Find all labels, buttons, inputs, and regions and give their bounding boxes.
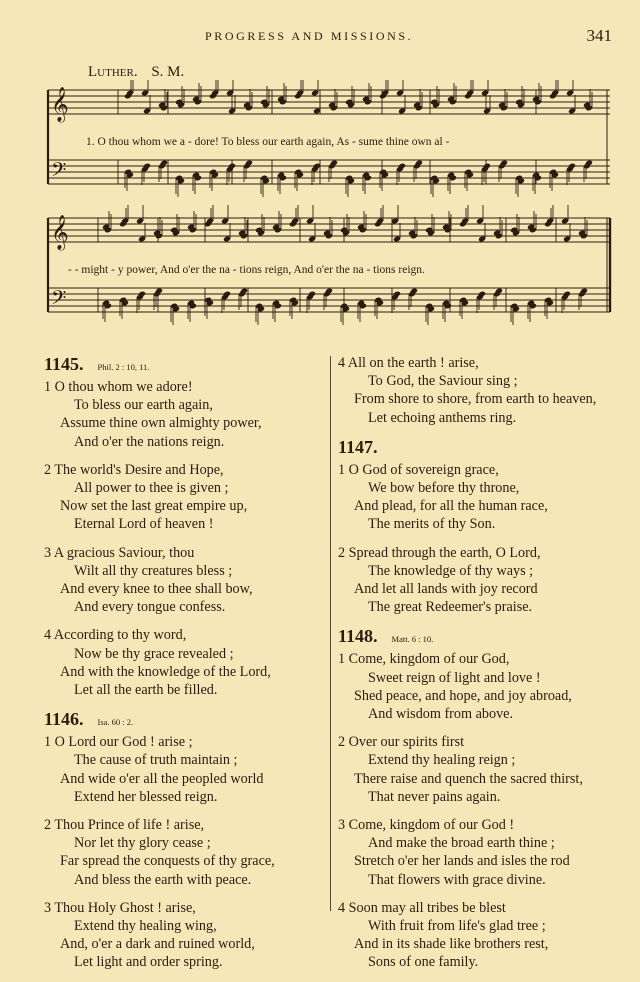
verse-line: With fruit from life's glad tree ; xyxy=(368,918,546,935)
verse-line: Now set the last great empire up, xyxy=(60,498,248,515)
verse-line: The knowledge of thy ways ; xyxy=(368,562,534,579)
verse-line: Now be thy grace revealed ; xyxy=(74,645,234,662)
right-column xyxy=(338,354,618,982)
verse-line: Let echoing anthems ring. xyxy=(368,409,517,426)
scripture-reference: Isa. 60 : 2. xyxy=(97,717,134,728)
stanza xyxy=(44,733,324,806)
hymn-number: 1145. xyxy=(44,354,84,374)
page-number: 341 xyxy=(586,26,612,45)
svg-text:𝄞: 𝄞 xyxy=(51,215,69,250)
verse-line: 4 According to thy word, xyxy=(44,627,187,644)
verse-line: Extend thy healing reign ; xyxy=(368,752,516,769)
hymn-number: 1148. xyxy=(338,626,378,647)
verse-line: And wisdom from above. xyxy=(368,706,514,723)
verse-line: From shore to shore, from earth to heaven, xyxy=(354,391,597,408)
stanza xyxy=(44,378,324,451)
svg-text:𝄢: 𝄢 xyxy=(51,158,67,186)
verse-line: Extend her blessed reign. xyxy=(74,788,218,805)
verse-line: 2 The world's Desire and Hope, xyxy=(44,461,224,478)
verse-line: There raise and quench the sacred thirst, xyxy=(354,770,583,787)
verse-line: Sons of one family. xyxy=(368,954,479,971)
hymn-1146 xyxy=(44,709,324,971)
left-column xyxy=(44,354,324,982)
verse-line: We bow before thy throne, xyxy=(368,480,520,497)
verse-line: To bless our earth again, xyxy=(74,397,213,414)
verse-line: And in its shade like brothers rest, xyxy=(354,936,549,953)
verse-line: And every knee to thee shall bow, xyxy=(60,581,253,598)
svg-text:𝄞: 𝄞 xyxy=(51,87,69,122)
tune-meter: S. M. xyxy=(151,64,185,80)
music-score xyxy=(0,80,640,350)
verse-line: 4 Soon may all tribes be blest xyxy=(338,899,506,916)
tune-heading xyxy=(88,64,184,81)
stanza xyxy=(44,816,324,889)
verse-line: Assume thine own almighty power, xyxy=(60,415,262,432)
hymn-heading xyxy=(44,354,324,376)
verse-line: To God, the Saviour sing ; xyxy=(368,373,518,390)
verse-line: And plead, for all the human race, xyxy=(354,498,548,515)
stanza xyxy=(338,544,618,617)
verse-line: And let all lands with joy record xyxy=(354,581,538,598)
verse-line: That flowers with grace divine. xyxy=(368,871,546,888)
running-head: PROGRESS AND MISSIONS. xyxy=(205,29,414,43)
verse-line: All power to thee is given ; xyxy=(74,480,229,497)
stanza xyxy=(44,899,324,972)
verse-line: 1 O Lord our God ! arise ; xyxy=(44,734,193,751)
stanza xyxy=(338,816,618,889)
verse-line: 2 Over our spirits first xyxy=(338,734,465,751)
hymn-1146-continued xyxy=(338,354,618,427)
scripture-reference: Matt. 6 : 10. xyxy=(391,634,434,645)
hymn-number: 1147. xyxy=(338,436,378,457)
hymn-heading xyxy=(44,709,324,731)
verse-line: Stretch o'er her lands and isles the rod xyxy=(354,853,570,870)
verse-line: And bless the earth with peace. xyxy=(74,871,252,888)
hymn-1147 xyxy=(338,437,618,617)
verse-line: 3 Thou Holy Ghost ! arise, xyxy=(44,899,196,916)
verse-line: The cause of truth maintain ; xyxy=(74,752,238,769)
verse-line: And every tongue confess. xyxy=(74,599,226,616)
verse-line: The merits of thy Son. xyxy=(368,516,496,533)
verse-line: And o'er the nations reign. xyxy=(74,433,225,450)
verse-line: 3 Come, kingdom of our God ! xyxy=(338,817,515,834)
verse-line: Wilt all thy creatures bless ; xyxy=(74,562,233,579)
stanza xyxy=(338,354,618,427)
verse-line: 1 Come, kingdom of our God, xyxy=(338,651,510,668)
verse-line: Sweet reign of light and love ! xyxy=(368,669,541,686)
verse-line: Shed peace, and hope, and joy abroad, xyxy=(354,687,572,704)
verse-line: And wide o'er all the peopled world xyxy=(60,770,264,787)
verse-line: 1 O God of sovereign grace, xyxy=(338,461,499,478)
column-divider xyxy=(330,356,331,911)
stanza xyxy=(338,733,618,806)
verse-line: 3 A gracious Saviour, thou xyxy=(44,544,195,561)
stanza xyxy=(338,650,618,723)
stanza xyxy=(338,461,618,534)
verse-line: That never pains again. xyxy=(368,788,501,805)
verse-line: Far spread the conquests of thy grace, xyxy=(60,853,275,870)
stanza xyxy=(44,626,324,699)
lyrics-line-1: 1. O thou whom we a - dore! To bless our earth again, As - sume thine own al - xyxy=(86,136,450,148)
verse-line: Extend thy healing wing, xyxy=(74,918,217,935)
verse-line: Eternal Lord of heaven ! xyxy=(74,516,214,533)
verse-line: Let all the earth be filled. xyxy=(74,682,218,699)
hymn-1145 xyxy=(44,354,324,699)
verse-line: And with the knowledge of the Lord, xyxy=(60,663,271,680)
page-header xyxy=(0,26,640,46)
hymn-heading xyxy=(338,626,618,648)
svg-text:𝄢: 𝄢 xyxy=(51,286,67,314)
tune-name: Luther. xyxy=(88,64,138,80)
scripture-reference: Phil. 2 : 10, 11. xyxy=(97,362,150,372)
verse-line: And make the broad earth thine ; xyxy=(368,835,555,852)
verse-line: Nor let thy glory cease ; xyxy=(74,835,211,852)
verse-line: 1 O thou whom we adore! xyxy=(44,379,193,395)
verse-line: Let light and order spring. xyxy=(74,954,223,971)
hymn-number: 1146. xyxy=(44,709,84,730)
hymn-heading xyxy=(338,437,618,459)
verse-line: 2 Thou Prince of life ! arise, xyxy=(44,817,205,834)
hymn-1148 xyxy=(338,626,618,971)
stanza xyxy=(44,461,324,534)
verse-line: And, o'er a dark and ruined world, xyxy=(60,936,255,953)
stanza xyxy=(44,544,324,617)
verse-line: 2 Spread through the earth, O Lord, xyxy=(338,544,541,561)
lyrics-line-2: - - might - y power, And o'er the na - tions reign, And o'er the na - tions reign. xyxy=(68,264,425,276)
verse-line: The great Redeemer's praise. xyxy=(368,599,533,616)
stanza xyxy=(338,899,618,972)
verse-line: 4 All on the earth ! arise, xyxy=(338,355,479,371)
